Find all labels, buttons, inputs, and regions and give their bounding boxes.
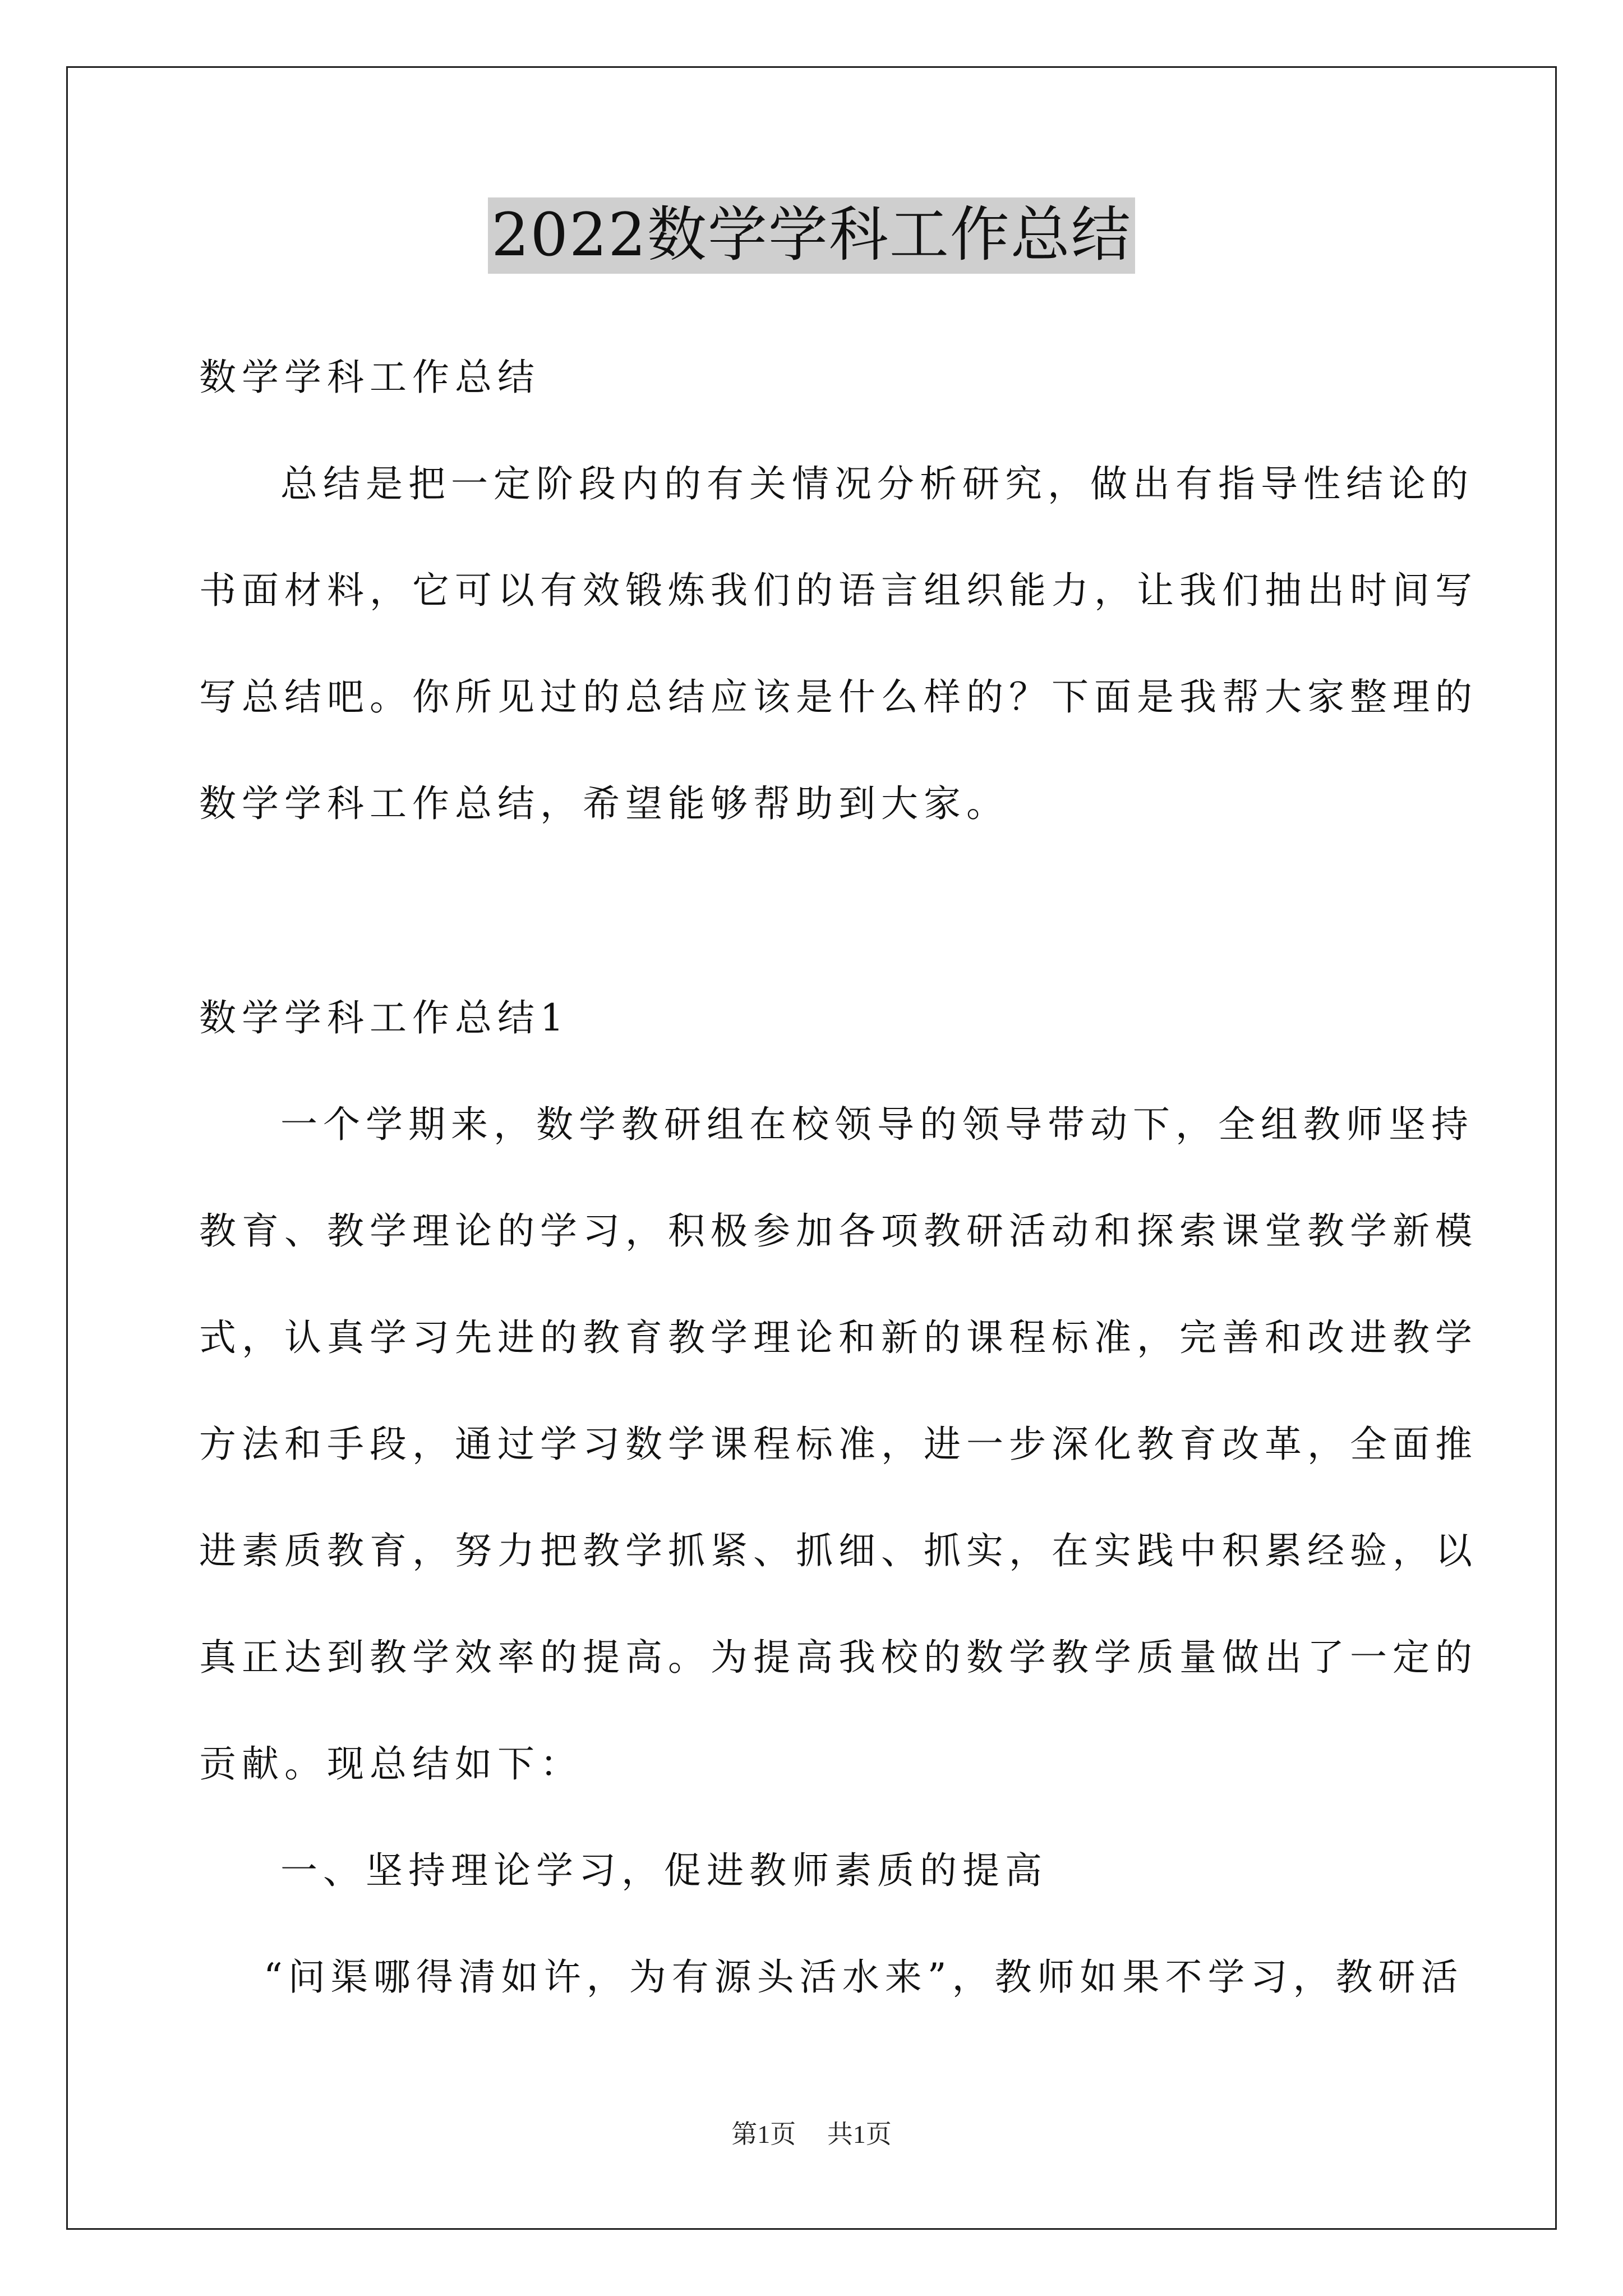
document-title (0, 197, 1623, 274)
subsection-heading: 一、坚持理论学习，促进教师素质的提高 (280, 1849, 1048, 1892)
paragraph-line: 式，认真学习先进的教育教学理论和新的课程标准，完善和改进教学 (199, 1316, 1478, 1359)
paragraph-line: 真正达到教学效率的提高。为提高我校的数学教学质量做出了一定的 (199, 1636, 1478, 1679)
paragraph-line: 总结是把一定阶段内的有关情况分析研究，做出有指导性结论的 (280, 462, 1474, 505)
paragraph-line: 一个学期来，数学教研组在校领导的领导带动下，全组教师坚持 (280, 1103, 1474, 1146)
paragraph-line: 进素质教育，努力把教学抓紧、抓细、抓实，在实践中积累经验，以 (199, 1529, 1478, 1572)
paragraph-line: 写总结吧。你所见过的总结应该是什么样的？下面是我帮大家整理的 (199, 675, 1478, 719)
title-text: 2022数学学科工作总结 (488, 197, 1135, 274)
paragraph-line: “问渠哪得清如许，为有源头活水来”，教师如果不学习，教研活 (264, 1955, 1464, 1999)
page-footer (0, 2114, 1623, 2151)
paragraph-line: 书面材料，它可以有效锻炼我们的语言组织能力，让我们抽出时间写 (199, 569, 1478, 612)
page-number-total: 共1页 (827, 2120, 892, 2148)
paragraph-line: 数学学科工作总结，希望能够帮助到大家。 (199, 782, 1009, 825)
paragraph-line: 方法和手段，通过学习数学课程标准，进一步深化教育改革，全面推 (199, 1423, 1478, 1466)
paragraph-line: 教育、教学理论的学习，积极参加各项教研活动和探索课堂教学新模 (199, 1209, 1478, 1253)
subtitle-line: 数学学科工作总结 (199, 356, 540, 399)
section-heading: 数学学科工作总结1 (199, 996, 569, 1039)
paragraph-line: 贡献。现总结如下： (199, 1742, 583, 1786)
page-number-current: 第1页 (731, 2120, 796, 2148)
